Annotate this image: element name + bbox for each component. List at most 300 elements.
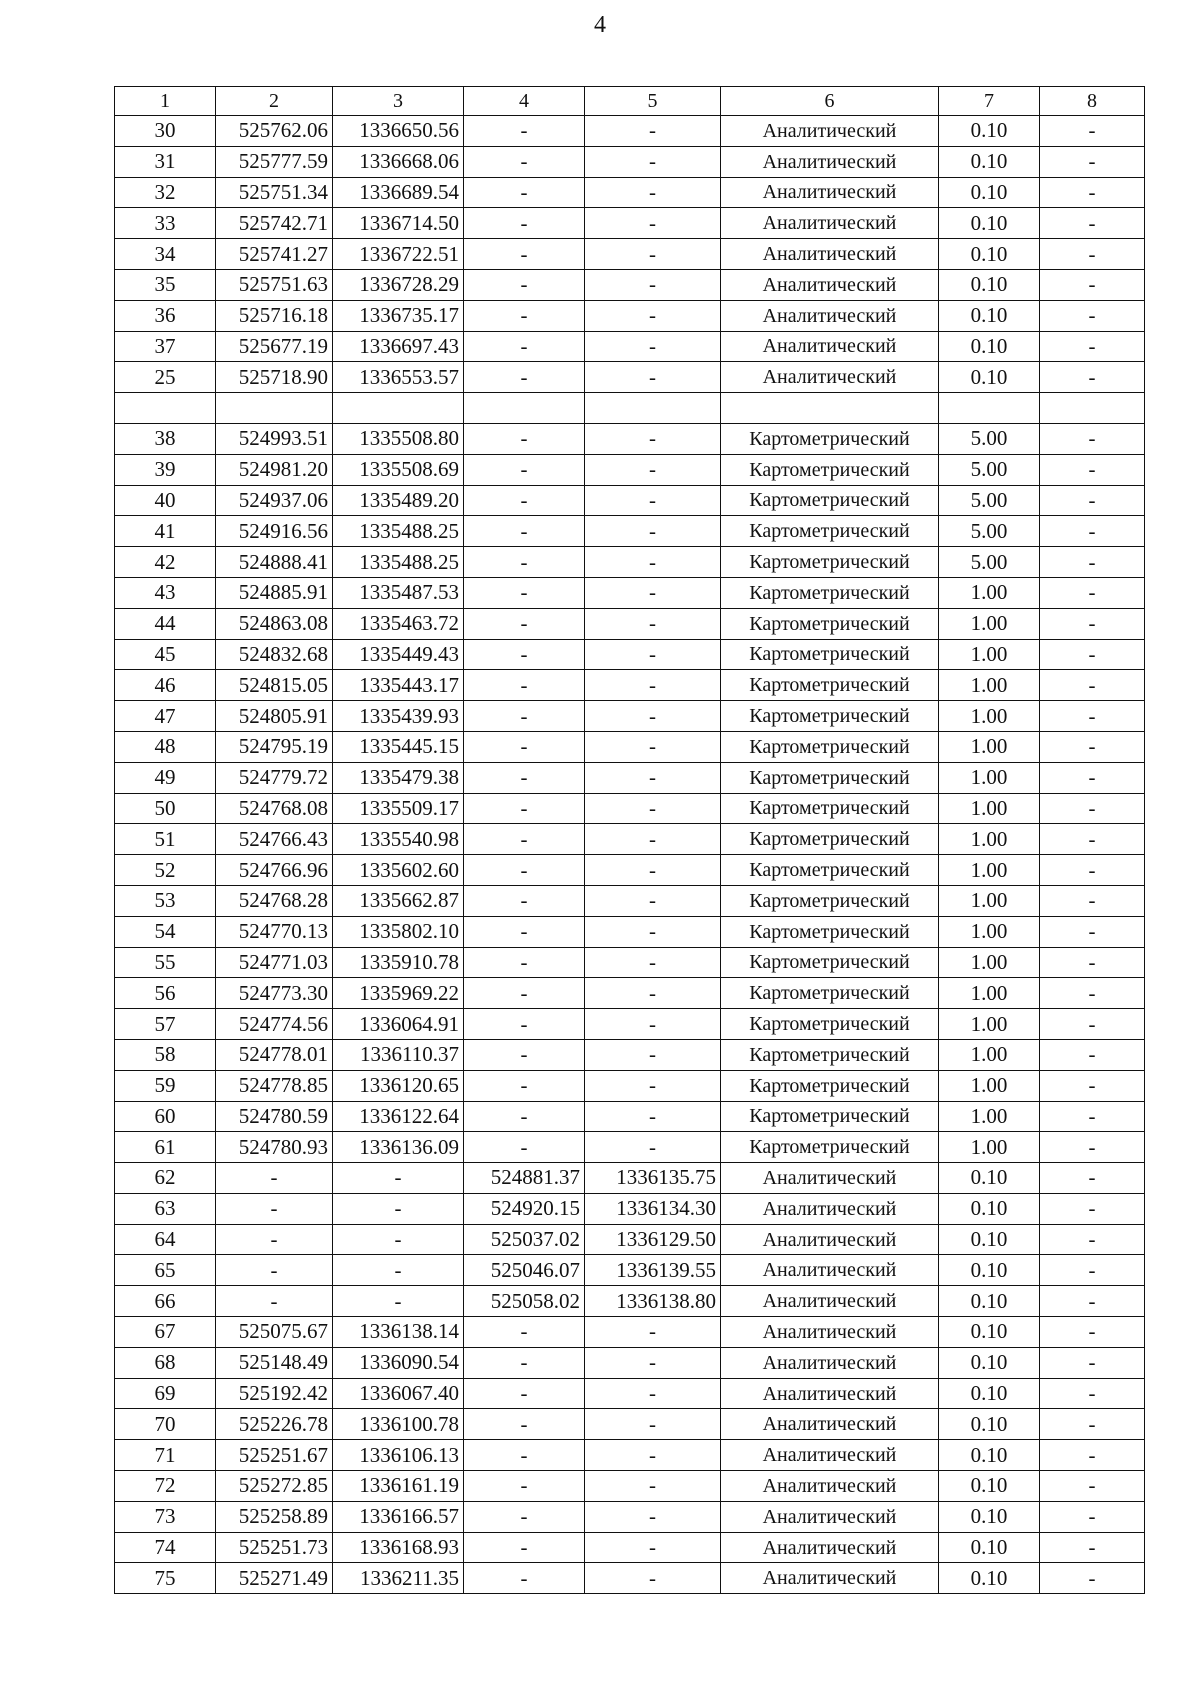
x-coordinate-cell: - xyxy=(216,1255,333,1286)
x-new-coordinate-cell: - xyxy=(464,916,585,947)
point-number-cell: 63 xyxy=(115,1193,216,1224)
table-row xyxy=(115,608,1145,639)
table-row xyxy=(115,1163,1145,1194)
table-row xyxy=(115,239,1145,270)
x-coordinate-cell: 524937.06 xyxy=(216,485,333,516)
method-cell: Картометрический xyxy=(721,423,939,454)
x-coordinate-cell: 525677.19 xyxy=(216,331,333,362)
x-new-coordinate-cell: - xyxy=(464,1501,585,1532)
y-new-coordinate-cell: - xyxy=(585,824,721,855)
point-number-cell: 39 xyxy=(115,454,216,485)
description-cell: - xyxy=(1040,1532,1145,1563)
accuracy-cell: 1.00 xyxy=(939,793,1040,824)
x-coordinate-cell: 525751.34 xyxy=(216,177,333,208)
table-row xyxy=(115,1224,1145,1255)
method-cell: Аналитический xyxy=(721,362,939,393)
x-coordinate-cell: 524778.01 xyxy=(216,1039,333,1070)
accuracy-cell: 1.00 xyxy=(939,701,1040,732)
y-coordinate-cell: 1335602.60 xyxy=(333,855,464,886)
accuracy-cell: 0.10 xyxy=(939,269,1040,300)
y-coordinate-cell: 1336697.43 xyxy=(333,331,464,362)
method-cell: Картометрический xyxy=(721,885,939,916)
x-coordinate-cell: 524779.72 xyxy=(216,762,333,793)
y-coordinate-cell: 1336067.40 xyxy=(333,1378,464,1409)
description-cell: - xyxy=(1040,1009,1145,1040)
table-row xyxy=(115,1317,1145,1348)
method-cell: Аналитический xyxy=(721,269,939,300)
y-new-coordinate-cell: - xyxy=(585,485,721,516)
table-row xyxy=(115,331,1145,362)
method-cell: Аналитический xyxy=(721,300,939,331)
x-coordinate-cell: 524815.05 xyxy=(216,670,333,701)
accuracy-cell: 1.00 xyxy=(939,731,1040,762)
table-row xyxy=(115,1440,1145,1471)
y-coordinate-cell: - xyxy=(333,1163,464,1194)
x-new-coordinate-cell: - xyxy=(464,1440,585,1471)
accuracy-cell: 0.10 xyxy=(939,1224,1040,1255)
accuracy-cell: 1.00 xyxy=(939,1101,1040,1132)
x-new-coordinate-cell: - xyxy=(464,1132,585,1163)
description-cell: - xyxy=(1040,1378,1145,1409)
method-cell: Картометрический xyxy=(721,454,939,485)
point-number-cell: 61 xyxy=(115,1132,216,1163)
accuracy-cell: 1.00 xyxy=(939,978,1040,1009)
method-cell: Картометрический xyxy=(721,1101,939,1132)
y-coordinate-cell: 1335445.15 xyxy=(333,731,464,762)
y-coordinate-cell: 1335910.78 xyxy=(333,947,464,978)
x-new-coordinate-cell: - xyxy=(464,1101,585,1132)
accuracy-cell: 5.00 xyxy=(939,454,1040,485)
point-number-cell: 71 xyxy=(115,1440,216,1471)
method-cell: Аналитический xyxy=(721,1409,939,1440)
method-cell: Аналитический xyxy=(721,1193,939,1224)
x-new-coordinate-cell: - xyxy=(464,485,585,516)
y-coordinate-cell: 1336689.54 xyxy=(333,177,464,208)
point-number-cell: 57 xyxy=(115,1009,216,1040)
table-row xyxy=(115,701,1145,732)
x-new-coordinate-cell: - xyxy=(464,824,585,855)
y-coordinate-cell: 1336668.06 xyxy=(333,146,464,177)
table-row xyxy=(115,423,1145,454)
x-coordinate-cell: 525777.59 xyxy=(216,146,333,177)
column-header: 8 xyxy=(1040,87,1145,116)
y-coordinate-cell: 1335540.98 xyxy=(333,824,464,855)
y-coordinate-cell: 1335489.20 xyxy=(333,485,464,516)
x-coordinate-cell: 525271.49 xyxy=(216,1563,333,1594)
x-coordinate-cell: 524885.91 xyxy=(216,577,333,608)
description-cell: - xyxy=(1040,1132,1145,1163)
y-coordinate-cell: 1335802.10 xyxy=(333,916,464,947)
point-number-cell: 58 xyxy=(115,1039,216,1070)
accuracy-cell: 1.00 xyxy=(939,1070,1040,1101)
method-cell: Аналитический xyxy=(721,1163,939,1194)
table-row xyxy=(115,1101,1145,1132)
method-cell: Картометрический xyxy=(721,639,939,670)
point-number-cell: 53 xyxy=(115,885,216,916)
table-row xyxy=(115,116,1145,147)
point-number-cell: 47 xyxy=(115,701,216,732)
x-coordinate-cell: 525751.63 xyxy=(216,269,333,300)
method-cell: Аналитический xyxy=(721,1471,939,1502)
accuracy-cell: 1.00 xyxy=(939,1132,1040,1163)
accuracy-cell: 0.10 xyxy=(939,1163,1040,1194)
method-cell: Аналитический xyxy=(721,331,939,362)
method-cell: Аналитический xyxy=(721,1224,939,1255)
accuracy-cell: 1.00 xyxy=(939,577,1040,608)
description-cell: - xyxy=(1040,1224,1145,1255)
x-new-coordinate-cell: - xyxy=(464,855,585,886)
description-cell: - xyxy=(1040,824,1145,855)
description-cell: - xyxy=(1040,762,1145,793)
x-new-coordinate-cell: - xyxy=(464,362,585,393)
point-number-cell: 51 xyxy=(115,824,216,855)
y-coordinate-cell: 1336120.65 xyxy=(333,1070,464,1101)
accuracy-cell: 1.00 xyxy=(939,639,1040,670)
method-cell: Аналитический xyxy=(721,146,939,177)
description-cell: - xyxy=(1040,331,1145,362)
description-cell: - xyxy=(1040,239,1145,270)
y-coordinate-cell: 1335449.43 xyxy=(333,639,464,670)
accuracy-cell: 5.00 xyxy=(939,547,1040,578)
table-row xyxy=(115,1132,1145,1163)
y-new-coordinate-cell: - xyxy=(585,177,721,208)
x-new-coordinate-cell: - xyxy=(464,793,585,824)
y-new-coordinate-cell: - xyxy=(585,1317,721,1348)
y-coordinate-cell: 1335443.17 xyxy=(333,670,464,701)
accuracy-cell: 1.00 xyxy=(939,916,1040,947)
x-new-coordinate-cell: - xyxy=(464,1347,585,1378)
x-new-coordinate-cell: - xyxy=(464,608,585,639)
y-new-coordinate-cell: - xyxy=(585,1471,721,1502)
point-number-cell: 34 xyxy=(115,239,216,270)
table-row xyxy=(115,177,1145,208)
method-cell: Картометрический xyxy=(721,916,939,947)
description-cell: - xyxy=(1040,300,1145,331)
y-new-coordinate-cell: - xyxy=(585,1532,721,1563)
accuracy-cell: 0.10 xyxy=(939,362,1040,393)
accuracy-cell: 0.10 xyxy=(939,1440,1040,1471)
table-row xyxy=(115,1009,1145,1040)
y-coordinate-cell: 1335969.22 xyxy=(333,978,464,1009)
x-coordinate-cell: 524863.08 xyxy=(216,608,333,639)
y-new-coordinate-cell: - xyxy=(585,577,721,608)
description-cell: - xyxy=(1040,855,1145,886)
method-cell: Аналитический xyxy=(721,1532,939,1563)
table-row xyxy=(115,1286,1145,1317)
y-coordinate-cell: 1336090.54 xyxy=(333,1347,464,1378)
table-row xyxy=(115,731,1145,762)
y-coordinate-cell: 1336136.09 xyxy=(333,1132,464,1163)
method-cell: Картометрический xyxy=(721,855,939,886)
x-new-coordinate-cell: 524920.15 xyxy=(464,1193,585,1224)
column-header: 5 xyxy=(585,87,721,116)
table-row xyxy=(115,208,1145,239)
method-cell: Картометрический xyxy=(721,978,939,1009)
y-new-coordinate-cell: - xyxy=(585,608,721,639)
page-number: 4 xyxy=(594,12,606,38)
y-new-coordinate-cell: - xyxy=(585,1070,721,1101)
y-coordinate-cell: 1335509.17 xyxy=(333,793,464,824)
method-cell: Аналитический xyxy=(721,1440,939,1471)
y-new-coordinate-cell: - xyxy=(585,516,721,547)
y-new-coordinate-cell: - xyxy=(585,300,721,331)
description-cell: - xyxy=(1040,947,1145,978)
table-row xyxy=(115,885,1145,916)
y-new-coordinate-cell: - xyxy=(585,269,721,300)
column-header: 1 xyxy=(115,87,216,116)
table-body xyxy=(115,116,1145,1594)
x-new-coordinate-cell xyxy=(464,393,585,424)
table-row xyxy=(115,516,1145,547)
method-cell: Картометрический xyxy=(721,1009,939,1040)
accuracy-cell: 0.10 xyxy=(939,1286,1040,1317)
x-new-coordinate-cell: - xyxy=(464,1563,585,1594)
description-cell: - xyxy=(1040,577,1145,608)
y-coordinate-cell: 1336168.93 xyxy=(333,1532,464,1563)
description-cell: - xyxy=(1040,793,1145,824)
y-new-coordinate-cell: - xyxy=(585,547,721,578)
y-coordinate-cell: 1335487.53 xyxy=(333,577,464,608)
y-coordinate-cell: 1335662.87 xyxy=(333,885,464,916)
x-coordinate-cell: 525148.49 xyxy=(216,1347,333,1378)
point-number-cell: 46 xyxy=(115,670,216,701)
x-new-coordinate-cell: - xyxy=(464,978,585,1009)
table-row xyxy=(115,1347,1145,1378)
y-new-coordinate-cell: - xyxy=(585,1347,721,1378)
column-header: 7 xyxy=(939,87,1040,116)
x-coordinate-cell: 524780.93 xyxy=(216,1132,333,1163)
y-new-coordinate-cell: - xyxy=(585,239,721,270)
x-coordinate-cell: 524993.51 xyxy=(216,423,333,454)
point-number-cell: 55 xyxy=(115,947,216,978)
x-new-coordinate-cell: - xyxy=(464,1317,585,1348)
description-cell: - xyxy=(1040,269,1145,300)
y-coordinate-cell: 1336064.91 xyxy=(333,1009,464,1040)
x-coordinate-cell: 525762.06 xyxy=(216,116,333,147)
description-cell: - xyxy=(1040,485,1145,516)
point-number-cell: 30 xyxy=(115,116,216,147)
accuracy-cell: 1.00 xyxy=(939,762,1040,793)
y-coordinate-cell: 1336161.19 xyxy=(333,1471,464,1502)
x-coordinate-cell: 525192.42 xyxy=(216,1378,333,1409)
accuracy-cell: 0.10 xyxy=(939,1347,1040,1378)
point-number-cell: 32 xyxy=(115,177,216,208)
y-new-coordinate-cell: - xyxy=(585,208,721,239)
y-coordinate-cell: 1336650.56 xyxy=(333,116,464,147)
accuracy-cell: 0.10 xyxy=(939,208,1040,239)
method-cell: Аналитический xyxy=(721,1347,939,1378)
table-row xyxy=(115,670,1145,701)
y-coordinate-cell: - xyxy=(333,1255,464,1286)
table-row xyxy=(115,577,1145,608)
point-number-cell: 49 xyxy=(115,762,216,793)
column-header: 4 xyxy=(464,87,585,116)
accuracy-cell: 1.00 xyxy=(939,947,1040,978)
x-coordinate-cell: 524774.56 xyxy=(216,1009,333,1040)
method-cell: Аналитический xyxy=(721,1286,939,1317)
point-number-cell: 65 xyxy=(115,1255,216,1286)
x-coordinate-cell: 524768.08 xyxy=(216,793,333,824)
x-coordinate-cell: 525741.27 xyxy=(216,239,333,270)
y-coordinate-cell: 1335479.38 xyxy=(333,762,464,793)
accuracy-cell: 0.10 xyxy=(939,1255,1040,1286)
method-cell: Картометрический xyxy=(721,670,939,701)
x-new-coordinate-cell: - xyxy=(464,1378,585,1409)
description-cell: - xyxy=(1040,116,1145,147)
y-coordinate-cell: 1335488.25 xyxy=(333,547,464,578)
description-cell: - xyxy=(1040,362,1145,393)
point-number-cell: 42 xyxy=(115,547,216,578)
x-new-coordinate-cell: - xyxy=(464,701,585,732)
y-coordinate-cell: 1335439.93 xyxy=(333,701,464,732)
y-coordinate-cell: 1336138.14 xyxy=(333,1317,464,1348)
y-new-coordinate-cell: - xyxy=(585,423,721,454)
method-cell: Аналитический xyxy=(721,208,939,239)
method-cell: Картометрический xyxy=(721,824,939,855)
y-new-coordinate-cell: - xyxy=(585,1039,721,1070)
y-coordinate-cell: 1336714.50 xyxy=(333,208,464,239)
table-row xyxy=(115,1501,1145,1532)
y-new-coordinate-cell: - xyxy=(585,947,721,978)
table-row xyxy=(115,1378,1145,1409)
table-row xyxy=(115,639,1145,670)
x-new-coordinate-cell: - xyxy=(464,670,585,701)
column-header: 6 xyxy=(721,87,939,116)
y-coordinate-cell: 1336553.57 xyxy=(333,362,464,393)
point-number-cell: 37 xyxy=(115,331,216,362)
description-cell: - xyxy=(1040,608,1145,639)
accuracy-cell: 0.10 xyxy=(939,116,1040,147)
description-cell: - xyxy=(1040,1347,1145,1378)
description-cell: - xyxy=(1040,885,1145,916)
point-number-cell: 36 xyxy=(115,300,216,331)
x-new-coordinate-cell: - xyxy=(464,1409,585,1440)
accuracy-cell: 1.00 xyxy=(939,824,1040,855)
accuracy-cell: 0.10 xyxy=(939,146,1040,177)
point-number-cell: 62 xyxy=(115,1163,216,1194)
x-new-coordinate-cell: - xyxy=(464,116,585,147)
table-row xyxy=(115,824,1145,855)
x-coordinate-cell: 524778.85 xyxy=(216,1070,333,1101)
x-coordinate-cell: 524805.91 xyxy=(216,701,333,732)
method-cell: Картометрический xyxy=(721,1070,939,1101)
y-coordinate-cell: 1336100.78 xyxy=(333,1409,464,1440)
x-new-coordinate-cell: - xyxy=(464,947,585,978)
x-new-coordinate-cell: - xyxy=(464,177,585,208)
x-new-coordinate-cell: - xyxy=(464,1070,585,1101)
x-new-coordinate-cell: - xyxy=(464,1532,585,1563)
accuracy-cell: 1.00 xyxy=(939,1039,1040,1070)
point-number-cell: 64 xyxy=(115,1224,216,1255)
description-cell: - xyxy=(1040,516,1145,547)
accuracy-cell: 1.00 xyxy=(939,855,1040,886)
x-coordinate-cell: 524832.68 xyxy=(216,639,333,670)
table-row xyxy=(115,1193,1145,1224)
x-new-coordinate-cell: - xyxy=(464,239,585,270)
method-cell: Картометрический xyxy=(721,516,939,547)
table-row xyxy=(115,1563,1145,1594)
y-coordinate-cell: 1335463.72 xyxy=(333,608,464,639)
y-new-coordinate-cell: - xyxy=(585,978,721,1009)
method-cell: Аналитический xyxy=(721,1255,939,1286)
method-cell: Аналитический xyxy=(721,177,939,208)
method-cell: Картометрический xyxy=(721,701,939,732)
y-new-coordinate-cell: - xyxy=(585,855,721,886)
accuracy-cell: 1.00 xyxy=(939,670,1040,701)
y-new-coordinate-cell: - xyxy=(585,1378,721,1409)
y-coordinate-cell: 1336110.37 xyxy=(333,1039,464,1070)
x-new-coordinate-cell: - xyxy=(464,731,585,762)
point-number-cell: 74 xyxy=(115,1532,216,1563)
x-new-coordinate-cell: - xyxy=(464,1471,585,1502)
x-coordinate-cell: - xyxy=(216,1163,333,1194)
x-coordinate-cell: 525742.71 xyxy=(216,208,333,239)
method-cell: Картометрический xyxy=(721,547,939,578)
description-cell: - xyxy=(1040,1070,1145,1101)
table-row xyxy=(115,1471,1145,1502)
x-coordinate-cell: 525251.67 xyxy=(216,1440,333,1471)
x-new-coordinate-cell: - xyxy=(464,269,585,300)
point-number-cell: 35 xyxy=(115,269,216,300)
y-new-coordinate-cell: 1336129.50 xyxy=(585,1224,721,1255)
y-new-coordinate-cell: - xyxy=(585,916,721,947)
x-coordinate-cell: 524768.28 xyxy=(216,885,333,916)
description-cell: - xyxy=(1040,916,1145,947)
table-row xyxy=(115,485,1145,516)
y-coordinate-cell: 1336722.51 xyxy=(333,239,464,270)
y-new-coordinate-cell: 1336134.30 xyxy=(585,1193,721,1224)
x-coordinate-cell: 524770.13 xyxy=(216,916,333,947)
x-new-coordinate-cell: - xyxy=(464,577,585,608)
coordinates-table xyxy=(114,86,1145,1594)
description-cell: - xyxy=(1040,208,1145,239)
table-row xyxy=(115,916,1145,947)
y-new-coordinate-cell: - xyxy=(585,331,721,362)
x-new-coordinate-cell: - xyxy=(464,547,585,578)
point-number-cell: 73 xyxy=(115,1501,216,1532)
y-coordinate-cell: 1335488.25 xyxy=(333,516,464,547)
x-coordinate-cell: 525716.18 xyxy=(216,300,333,331)
table-row xyxy=(115,793,1145,824)
table-row xyxy=(115,1532,1145,1563)
method-cell: Картометрический xyxy=(721,947,939,978)
table-row xyxy=(115,300,1145,331)
x-coordinate-cell: 524888.41 xyxy=(216,547,333,578)
x-coordinate-cell: 524773.30 xyxy=(216,978,333,1009)
y-coordinate-cell xyxy=(333,393,464,424)
x-new-coordinate-cell: 525046.07 xyxy=(464,1255,585,1286)
column-header: 3 xyxy=(333,87,464,116)
description-cell: - xyxy=(1040,1101,1145,1132)
y-coordinate-cell: - xyxy=(333,1193,464,1224)
point-number-cell: 45 xyxy=(115,639,216,670)
description-cell: - xyxy=(1040,1286,1145,1317)
description-cell: - xyxy=(1040,1193,1145,1224)
description-cell: - xyxy=(1040,1471,1145,1502)
point-number-cell: 31 xyxy=(115,146,216,177)
y-new-coordinate-cell: - xyxy=(585,1501,721,1532)
accuracy-cell: 0.10 xyxy=(939,177,1040,208)
y-new-coordinate-cell: - xyxy=(585,670,721,701)
x-new-coordinate-cell: - xyxy=(464,300,585,331)
accuracy-cell: 5.00 xyxy=(939,516,1040,547)
point-number-cell: 25 xyxy=(115,362,216,393)
y-new-coordinate-cell: - xyxy=(585,1132,721,1163)
x-coordinate-cell: 525226.78 xyxy=(216,1409,333,1440)
y-coordinate-cell: 1336735.17 xyxy=(333,300,464,331)
x-new-coordinate-cell: - xyxy=(464,423,585,454)
y-coordinate-cell: - xyxy=(333,1224,464,1255)
